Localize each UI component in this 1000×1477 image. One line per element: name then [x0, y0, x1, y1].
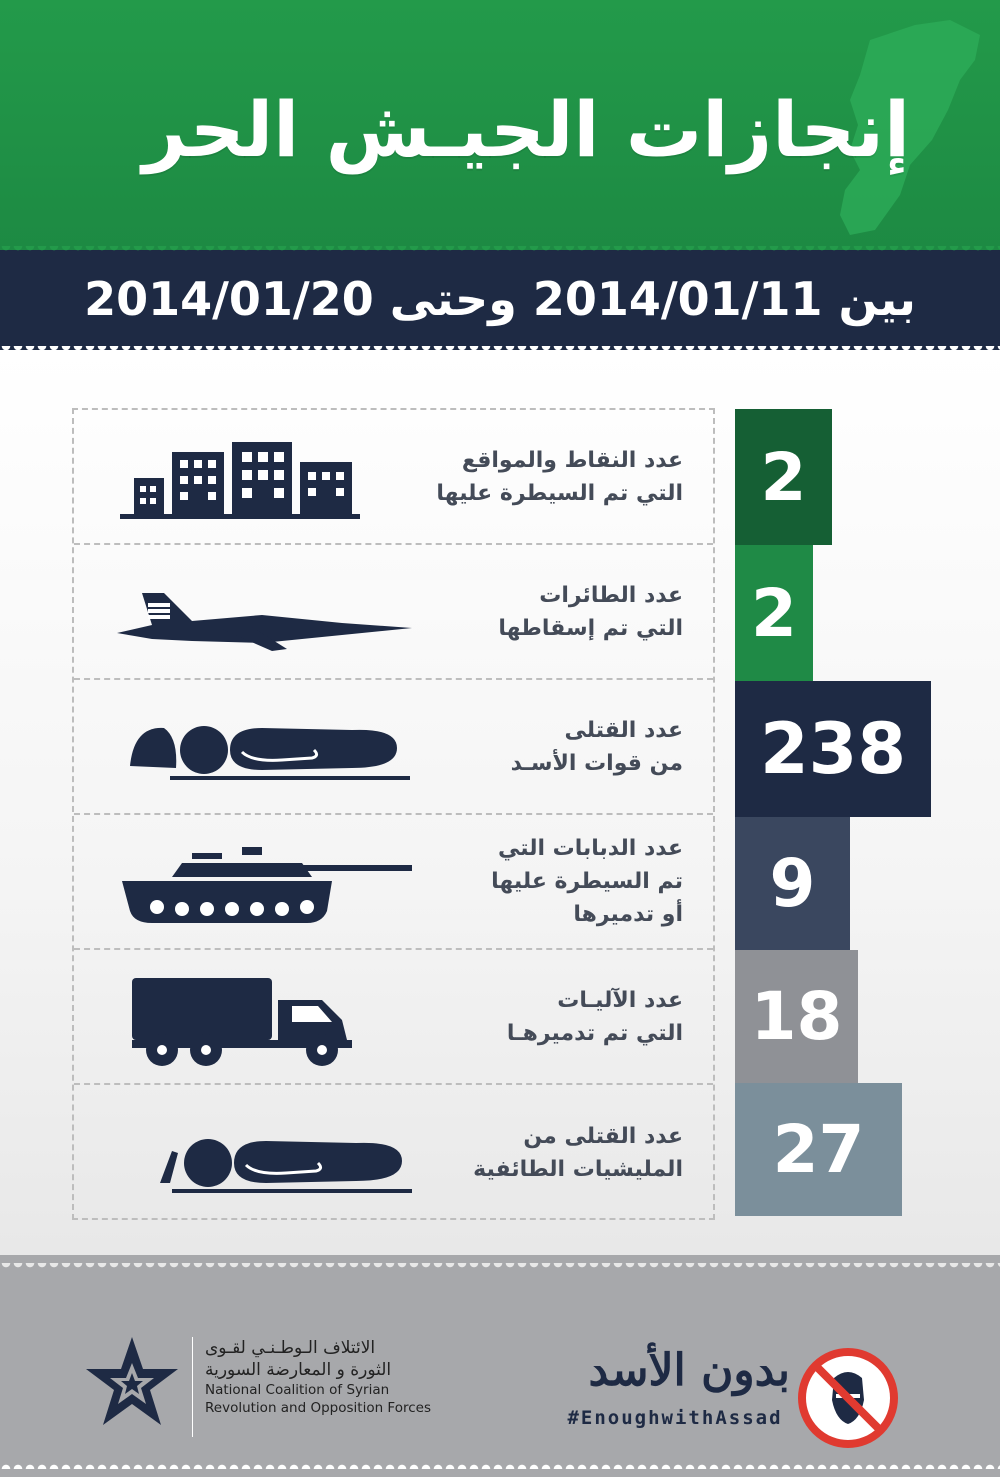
- stat-label: عدد القتلى من المليشيات الطائفية: [473, 1123, 683, 1182]
- stat-row-aircraft: [74, 545, 713, 680]
- stat-value-vehicles: 18: [735, 950, 858, 1083]
- military-truck-icon: [112, 968, 412, 1068]
- campaign-title: بدون الأسد: [588, 1345, 790, 1396]
- stat-label: عدد الآليـات التي تم تدميرهـا: [506, 987, 683, 1046]
- buildings-icon: [112, 428, 412, 528]
- stat-row-militia-killed: [74, 1085, 713, 1220]
- date-range-band: [0, 250, 1000, 350]
- stat-value-militia-killed: 27: [735, 1083, 902, 1216]
- footer: [0, 1255, 1000, 1477]
- stat-row-regime-killed: [74, 680, 713, 815]
- stat-value-positions: 2: [735, 409, 832, 545]
- fighter-jet-icon: [112, 563, 412, 663]
- stat-label: عدد النقاط والمواقع التي تم السيطرة عليها: [436, 447, 683, 506]
- page-title: إنجازات الجيـش الحر: [142, 85, 910, 174]
- stats-panel: [72, 408, 715, 1220]
- stat-row-vehicles: [74, 950, 713, 1085]
- coalition-name: الائتلاف الـوطـنـي لقـوى الثورة و المعارضة السورية National Coalition of Syrian Revolution and Opposition Forces: [205, 1338, 431, 1417]
- stat-value-regime-killed: 238: [735, 681, 931, 817]
- coalition-star-logo-icon: [82, 1333, 182, 1433]
- fallen-body-icon: [112, 1103, 412, 1203]
- stat-label: عدد الدبابات التي تم السيطرة عليها أو تدميرها: [491, 836, 683, 927]
- no-assad-badge-icon: [798, 1348, 898, 1448]
- campaign-hashtag: #EnoughwithAssad: [567, 1407, 783, 1429]
- stat-label: عدد الطائرات التي تم إسقاطها: [498, 582, 683, 641]
- stats-section: [0, 350, 1000, 1255]
- stat-value-aircraft: 2: [735, 545, 813, 681]
- stat-row-tanks: [74, 815, 713, 950]
- stat-value-tanks: 9: [735, 817, 850, 950]
- footer-divider: [192, 1337, 193, 1437]
- tank-icon: [112, 833, 412, 933]
- fallen-soldier-icon: [112, 698, 412, 798]
- stat-row-positions: [74, 410, 713, 545]
- stat-label: عدد القتلى من قوات الأسـد: [510, 717, 683, 776]
- date-range: بين 2014/01/11 وحتى 2014/01/20: [84, 272, 916, 326]
- header-banner: [0, 0, 1000, 250]
